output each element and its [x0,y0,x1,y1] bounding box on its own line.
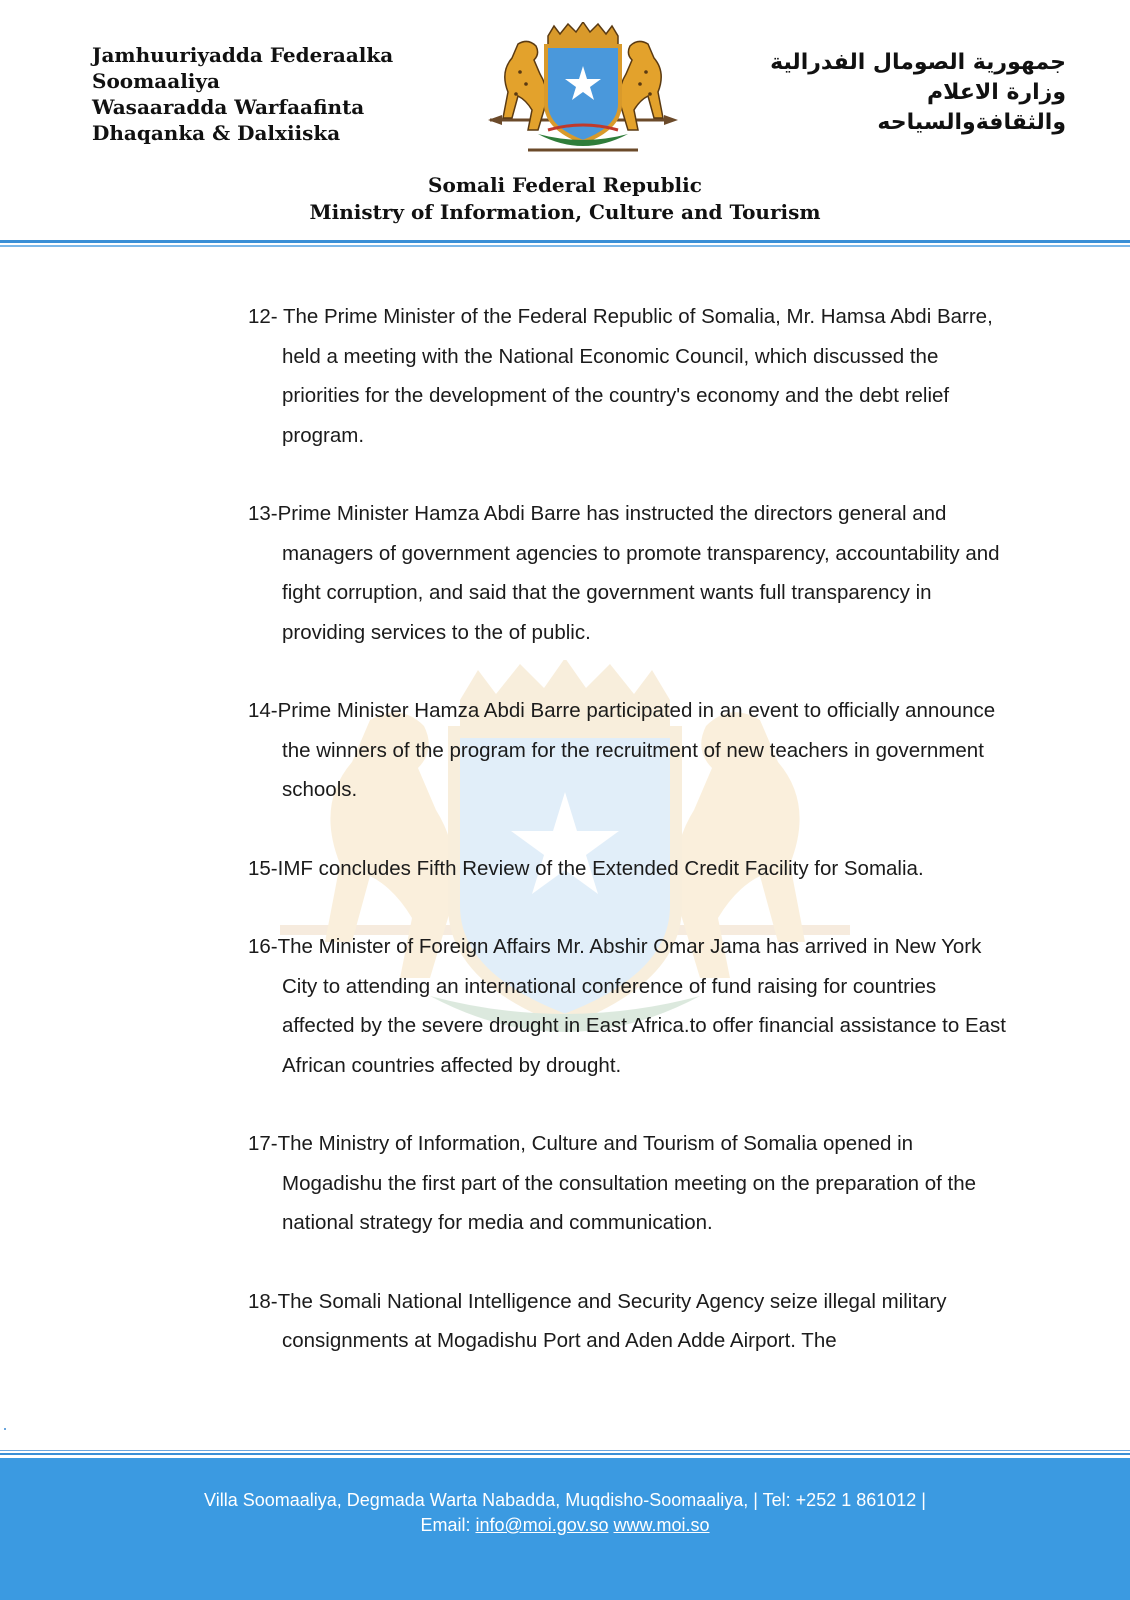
list-item: 12- The Prime Minister of the Federal Republic of Somalia, Mr. Hamsa Abdi Barre, held a meeting with the National Economic Council, which discussed the priorities for the development of the country's economy and the debt relief program. [248,305,993,447]
header-somali-line: Jamhuuriyadda Federaalka [92,43,394,67]
header-arabic-line: وزارة الاعلام [927,80,1066,105]
list-item: 14-Prime Minister Hamza Abdi Barre participated in an event to officially announce the winners of the program for the recruitment of new teachers in government schools. [248,699,996,801]
website-link[interactable]: www.moi.so [613,1515,710,1535]
page-dot [4,1428,6,1430]
email-link[interactable]: info@moi.gov.so [475,1515,609,1535]
list-item: 17-The Ministry of Information, Culture and Tourism of Somalia opened in Mogadishu the first part of the consultation meeting on the preparation of the national strategy for media and communication. [248,1132,977,1234]
footer-divider [0,1450,1130,1456]
ministry-name: Ministry of Information, Culture and Tourism [309,200,821,224]
list-item: 16-The Minister of Foreign Affairs Mr. Abshir Omar Jama has arrived in New York City to attending an international conference of fund raising for countries affected by the severe drought in East Africa.to offer financial assistance to East African countries affected by drought. [248,935,1006,1077]
footer-address: Villa Soomaaliya, Degmada Warta Nabadda, Muqdisho-Soomaaliya, | Tel: +252 1 861012 | [204,1490,926,1510]
header-somali-line: Wasaaradda Warfaafinta [92,95,365,119]
list-item: 13-Prime Minister Hamza Abdi Barre has instructed the directors general and managers of government agencies to promote transparency, accountability and fight corruption, and said that the government wants full transparency in providing services to the of public. [248,502,1000,644]
header-arabic-line: والثقافةوالسياحه [877,110,1066,135]
header-divider [0,240,1130,248]
header-arabic-text [770,48,1066,138]
list-item: 15-IMF concludes Fifth Review of the Extended Credit Facility for Somalia. [248,856,924,880]
news-items-list [248,297,1008,1361]
header-somali-line: Dhaqanka & Dalxiiska [92,121,341,145]
header-somali-text [92,42,393,146]
header-somali-line: Soomaaliya [92,69,220,93]
list-item: 18-The Somali National Intelligence and Security Agency seize illegal military consignments at Mogadishu Port and Aden Adde Airport. The [248,1289,947,1352]
republic-name: Somali Federal Republic [428,173,702,197]
header-arabic-line: جمهورية الصومال الفدرالية [770,50,1066,75]
ministry-title [0,172,1130,226]
footer-contact [0,1513,1130,1538]
email-label: Email: [420,1515,471,1535]
footer [0,1458,1130,1600]
coat-of-arms-emblem [488,22,678,160]
